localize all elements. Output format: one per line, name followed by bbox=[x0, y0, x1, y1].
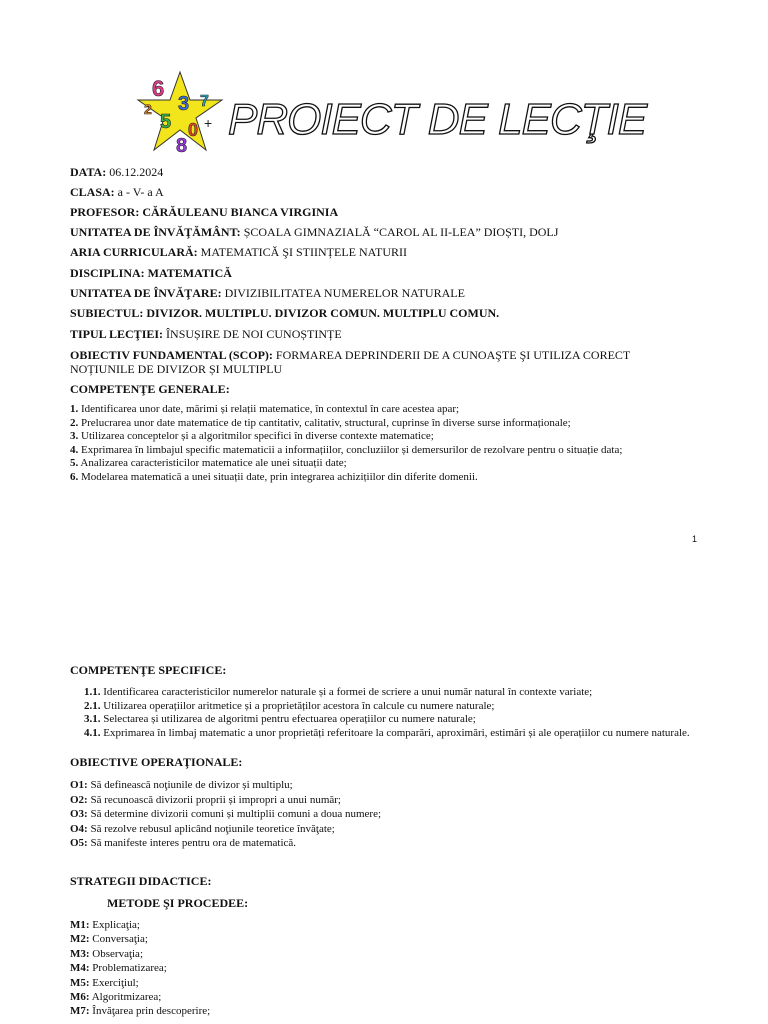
field-unitatea-invatamant bbox=[70, 225, 558, 239]
item-number: O2: bbox=[70, 793, 88, 806]
item-text: Identificarea caracteristicilor numerelor naturale și a formei de scriere a unui număr natural în contexte variate; bbox=[100, 686, 593, 698]
field-unitatea-invatare bbox=[70, 286, 465, 300]
svg-text:8: 8 bbox=[176, 135, 188, 155]
item-text: Exprimarea în limbajul specific matematicii a informațiilor, concluziilor și demersurilor de rezolvare pentru o situație data; bbox=[78, 443, 623, 456]
list-item bbox=[70, 403, 622, 417]
list-item bbox=[70, 417, 622, 431]
item-number: O5: bbox=[70, 837, 88, 850]
objective-label: OBIECTIV FUNDAMENTAL (SCOP): bbox=[70, 348, 273, 362]
field-subiectul bbox=[70, 306, 499, 320]
field-disciplina bbox=[70, 266, 232, 280]
field-label: CLASA: bbox=[70, 185, 115, 199]
list-item bbox=[70, 976, 210, 990]
field-value: DIVIZIBILITATEA NUMERELOR NATURALE bbox=[221, 286, 465, 300]
field-label: PROFESOR: CĂRĂULEANU BIANCA VIRGINIA bbox=[70, 205, 339, 219]
list-item bbox=[70, 836, 381, 851]
specific-competences-heading bbox=[70, 663, 226, 677]
section-heading: STRATEGII DIDACTICE: bbox=[70, 874, 212, 888]
field-label: UNITATEA DE ÎNVĂŢĂMÂNT: bbox=[70, 225, 241, 239]
page-title: PROIECT DE LECŢIE bbox=[228, 95, 647, 144]
field-aria-curriculara bbox=[70, 245, 407, 259]
item-text: Să rezolve rebusul aplicând noţiunile teoretice învăţate; bbox=[87, 822, 335, 835]
list-item bbox=[70, 990, 210, 1004]
svg-text:5: 5 bbox=[160, 111, 172, 133]
field-value: a - V- a A bbox=[114, 185, 164, 199]
item-text: Identificarea unor date, mărimi și relații matematice, în contextul în care acestea apar; bbox=[78, 403, 460, 415]
list-item bbox=[70, 471, 622, 485]
list-item bbox=[70, 822, 381, 837]
list-item bbox=[70, 918, 210, 932]
field-label: DISCIPLINA: MATEMATICĂ bbox=[70, 266, 232, 280]
item-number: 1.1. bbox=[84, 686, 101, 698]
operational-objectives-heading bbox=[70, 755, 242, 769]
operational-objectives-list bbox=[70, 778, 381, 851]
field-label: ARIA CURRICULARĂ: bbox=[70, 245, 198, 259]
item-text: Selectarea și utilizarea de algoritmi pentru efectuarea operațiilor cu numere naturale; bbox=[100, 713, 476, 726]
general-competences-heading bbox=[70, 382, 230, 396]
item-text: Exprimarea în limbaj matematic a unor proprietăți referitoare la comparări, aproximări, estimări și ale operațiilor cu numere naturale. bbox=[100, 726, 690, 739]
item-text: Să determine divizorii comuni și multiplii comuni a doua numere; bbox=[87, 808, 382, 821]
svg-text:7: 7 bbox=[200, 93, 209, 110]
field-tipul-lectiei bbox=[70, 327, 342, 341]
item-number: M4: bbox=[70, 962, 90, 975]
list-item bbox=[70, 713, 720, 727]
item-text: Să recunoască divizorii proprii și impropri a unui număr; bbox=[87, 793, 341, 806]
list-item bbox=[70, 686, 720, 700]
item-text: Conversaţia; bbox=[89, 933, 148, 946]
svg-text:3: 3 bbox=[178, 93, 190, 115]
field-clasa bbox=[70, 185, 164, 199]
list-item bbox=[70, 807, 381, 822]
item-text: Utilizarea conceptelor și a algoritmilor specifici în diverse contexte matematice; bbox=[78, 430, 434, 443]
list-item bbox=[70, 700, 720, 714]
item-number: O4: bbox=[70, 822, 88, 835]
list-item bbox=[70, 727, 720, 739]
list-item bbox=[70, 444, 622, 458]
item-text: Problematizarea; bbox=[89, 962, 167, 975]
list-item bbox=[70, 457, 622, 471]
field-label: DATA: bbox=[70, 165, 107, 179]
strategies-heading bbox=[70, 874, 211, 888]
list-item bbox=[70, 961, 210, 975]
page-number: 1 bbox=[692, 534, 698, 544]
item-number: 2.1. bbox=[84, 699, 101, 712]
item-text: Exerciţiul; bbox=[89, 976, 139, 989]
item-text: Analizarea caracteristicilor matematice ale unei situații date; bbox=[78, 457, 347, 470]
list-item bbox=[70, 778, 381, 793]
field-objective bbox=[70, 348, 690, 376]
field-data bbox=[70, 165, 163, 179]
item-text: Utilizarea operațiilor aritmetice și a proprietăților acestora în calcule cu numere naturale; bbox=[100, 699, 495, 712]
section-heading: OBIECTIVE OPERAŢIONALE: bbox=[70, 755, 243, 769]
field-value: 06.12.2024 bbox=[106, 165, 164, 179]
list-item bbox=[70, 932, 210, 946]
field-value: ÎNSUȘIRE DE NOI CUNOȘTINȚE bbox=[163, 327, 342, 341]
list-item bbox=[70, 947, 210, 961]
item-number: 3. bbox=[70, 430, 79, 443]
item-text: Învăţarea prin descoperire; bbox=[89, 1005, 211, 1018]
item-number: O1: bbox=[70, 779, 88, 791]
item-number: 6. bbox=[70, 470, 79, 483]
field-label: UNITATEA DE ÎNVĂŢARE: bbox=[70, 286, 222, 300]
field-profesor bbox=[70, 205, 338, 219]
field-label: SUBIECTUL: DIVIZOR. MULTIPLU. DIVIZOR COMUN. MULTIPLU COMUN. bbox=[70, 306, 500, 320]
item-number: 2. bbox=[70, 416, 79, 429]
svg-text:2: 2 bbox=[144, 101, 152, 117]
item-number: M6: bbox=[70, 991, 90, 1004]
list-item bbox=[70, 1004, 210, 1018]
svg-text:+: + bbox=[204, 115, 213, 131]
item-number: M5: bbox=[70, 976, 90, 989]
list-item bbox=[70, 430, 622, 444]
item-text: Prelucrarea unor date matematice de tip cantitativ, calitativ, structural, cuprinse în diverse surse informaționale; bbox=[78, 416, 571, 429]
field-label: TIPUL LECŢIEI: bbox=[70, 327, 164, 341]
methods-list bbox=[70, 918, 210, 1019]
item-number: 3.1. bbox=[84, 713, 101, 726]
methods-subheading bbox=[107, 896, 248, 910]
item-text: Observaţia; bbox=[89, 947, 143, 960]
item-number: 1. bbox=[70, 403, 79, 415]
field-value: ȘCOALA GIMNAZIALĂ “CAROL AL II-LEA” DIOȘTI, DOLJ bbox=[240, 225, 559, 239]
svg-text:0: 0 bbox=[188, 120, 199, 140]
general-competences-list bbox=[70, 403, 622, 485]
objective-value: FORMAREA DEPRINDERII DE A CUNOAŞTE ŞI UTILIZA CORECT NOȚIUNILE DE DIVIZOR ȘI MULTIPLU bbox=[70, 348, 631, 376]
item-number: O3: bbox=[70, 808, 88, 821]
section-heading: COMPETENŢE SPECIFICE: bbox=[70, 663, 227, 677]
item-text: Explicaţia; bbox=[89, 919, 140, 931]
item-text: Modelarea matematică a unei situații date, prin integrarea achizițiilor din diferite domenii. bbox=[78, 470, 478, 483]
list-item bbox=[70, 793, 381, 808]
specific-competences-list bbox=[70, 686, 720, 739]
section-heading: COMPETENŢE GENERALE: bbox=[70, 382, 230, 396]
svg-text:6: 6 bbox=[152, 76, 165, 101]
item-text: Algoritmizarea; bbox=[89, 991, 162, 1004]
section-subheading: METODE ŞI PROCEDEE: bbox=[107, 896, 249, 910]
item-number: 4.1. bbox=[84, 726, 101, 739]
item-number: M2: bbox=[70, 933, 90, 946]
numbers-star-logo bbox=[130, 70, 230, 155]
item-number: 5. bbox=[70, 457, 79, 470]
item-text: Să definească noţiunile de divizor și multiplu; bbox=[87, 779, 293, 791]
field-value: MATEMATICĂ ŞI STIINȚELE NATURII bbox=[197, 245, 407, 259]
item-number: M1: bbox=[70, 919, 90, 931]
item-number: M7: bbox=[70, 1005, 90, 1018]
item-number: M3: bbox=[70, 947, 90, 960]
item-number: 4. bbox=[70, 443, 79, 456]
item-text: Să manifeste interes pentru ora de matematică. bbox=[87, 837, 297, 850]
